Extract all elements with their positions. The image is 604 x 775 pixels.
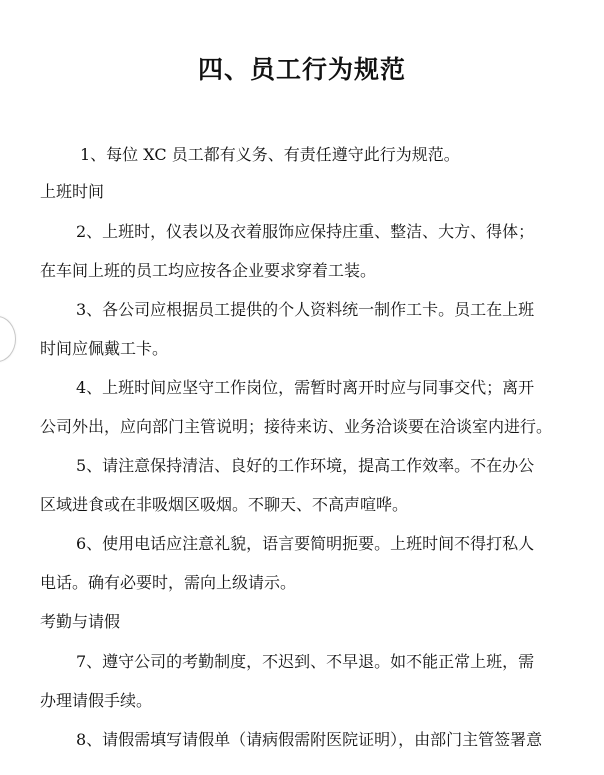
section-heading-work-time: 上班时间 <box>40 182 105 201</box>
paragraph-7-line-1: 7、遵守公司的考勤制度，不迟到、不早退。如不能正常上班，需 <box>76 652 535 671</box>
section-heading-attendance-leave: 考勤与请假 <box>40 612 121 631</box>
paragraph-5-line-2: 区域进食或在非吸烟区吸烟。不聊天、不高声喧哗。 <box>40 495 409 514</box>
paragraph-1-line-1: 1、每位 XC 员工都有义务、有责任遵守此行为规范。 <box>80 145 460 164</box>
paragraph-5-line-1: 5、请注意保持清洁、良好的工作环境，提高工作效率。不在办公 <box>76 456 535 475</box>
paragraph-3-line-2: 时间应佩戴工卡。 <box>40 339 169 358</box>
paragraph-2-line-2: 在车间上班的员工均应按各企业要求穿着工装。 <box>40 261 377 280</box>
page-title: 四、员工行为规范 <box>197 55 406 84</box>
paragraph-4-line-1: 4、上班时间应坚守工作岗位，需暂时离开时应与同事交代；离开 <box>76 378 535 397</box>
paragraph-4-line-2: 公司外出，应向部门主管说明；接待来访、业务洽谈要在洽谈室内进行。 <box>40 417 553 436</box>
paragraph-6-line-2: 电话。确有必要时，需向上级请示。 <box>40 573 297 592</box>
paragraph-8-line-1: 8、请假需填写请假单（请病假需附医院证明），由部门主管签署意 <box>76 730 543 749</box>
page-edge-circle <box>0 316 16 362</box>
paragraph-3-line-1: 3、各公司应根据员工提供的个人资料统一制作工卡。员工在上班 <box>76 300 535 319</box>
paragraph-6-line-1: 6、使用电话应注意礼貌，语言要简明扼要。上班时间不得打私人 <box>76 534 535 553</box>
paragraph-2-line-1: 2、上班时，仪表以及衣着服饰应保持庄重、整洁、大方、得体； <box>76 222 535 241</box>
paragraph-7-line-2: 办理请假手续。 <box>40 691 153 710</box>
